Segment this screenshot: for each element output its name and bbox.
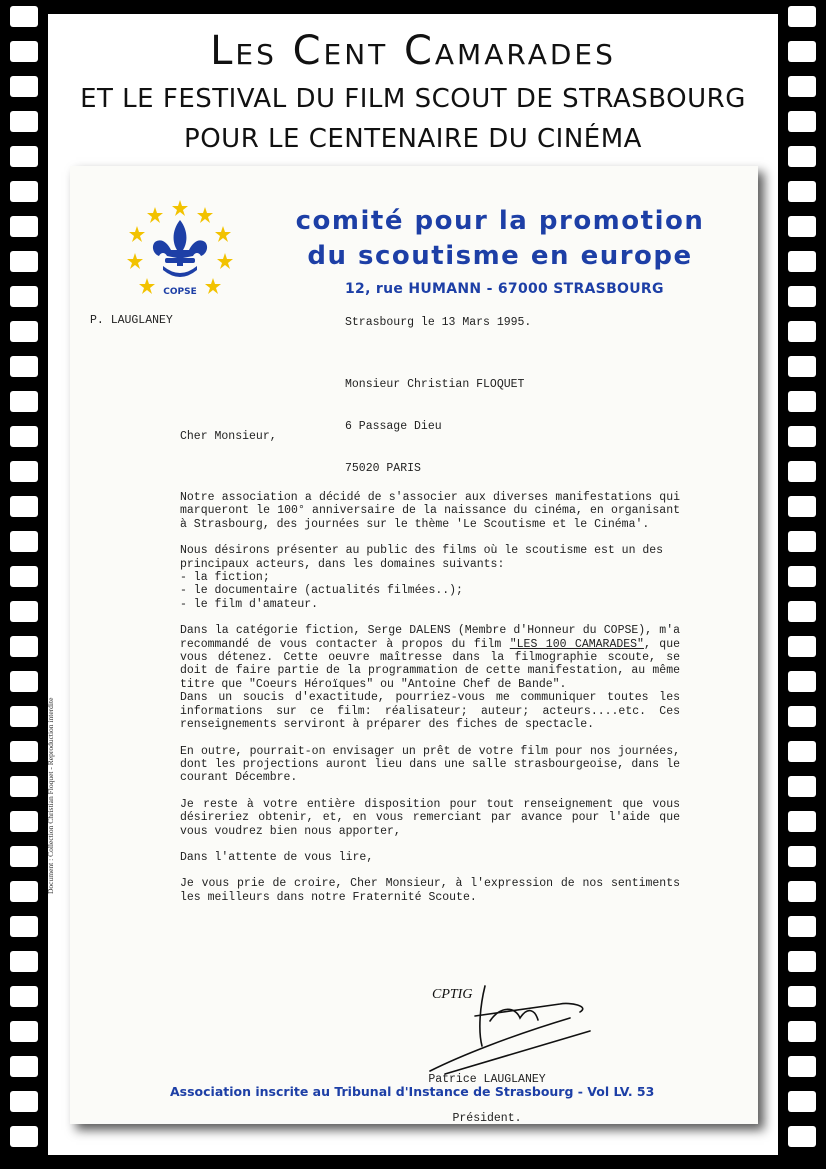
film-perforation [10,986,38,1007]
film-perforation [10,1091,38,1112]
poster-title: Les Cent Camarades [210,28,616,74]
paragraph-7: Dans l'attente de vous lire, [180,850,374,864]
film-perforation [10,496,38,517]
film-perforation [788,391,816,412]
film-perforation [788,881,816,902]
film-perforation [10,356,38,377]
film-perforation [788,181,816,202]
paragraph-3-end: , que vous détenez. Cette oeuvre maîtresse dans la filmographie scoute, se doit de faire partie de la programmation de cette manifestation, au même titre que "Coeurs Héroïques" ou "Antoine Chef de Bande". [180,637,680,691]
sender-name: P. LAUGLANEY [90,314,173,327]
film-perforation [10,286,38,307]
film-perforation [788,6,816,27]
film-perforation [10,41,38,62]
film-perforation [10,216,38,237]
film-perforation [788,146,816,167]
film-perforation [10,426,38,447]
paragraph-4: Dans un soucis d'exactitude, pourriez-vous me communiquer toutes les informations sur ce film: réalisateur; auteur; acteurs....etc. Ces renseignements serviront à préparer des fiches de spectacle. [180,691,680,732]
film-perforation [788,741,816,762]
film-perforation [788,916,816,937]
film-perforation [788,111,816,132]
film-perforation [788,636,816,657]
film-perforation [788,1021,816,1042]
copse-logo-icon [125,196,235,306]
film-perforation [788,76,816,97]
film-perforation [788,846,816,867]
film-perforation [788,531,816,552]
film-perforation [10,671,38,692]
film-perforation [788,776,816,797]
organization-name [250,204,750,274]
recipient-line: 6 Passage Dieu [345,420,442,433]
film-perforation [788,951,816,972]
film-perforation [10,916,38,937]
film-perforation [10,111,38,132]
film-perforation [10,636,38,657]
film-perforation [788,811,816,832]
film-perforation [788,426,816,447]
org-line-2: du scoutisme en europe [307,241,693,271]
film-perforation [788,1091,816,1112]
film-perforation [10,146,38,167]
paragraph-6: Je reste à votre entière disposition pour tout renseignement que vous désireriez obtenir, et, en vous remerciant par avance pour l'aide que vous voudrez bien nous apporter, [180,797,680,838]
signatory-role: Président. [452,1112,522,1125]
film-perforation [10,741,38,762]
film-perforation [10,76,38,97]
list-item: - le film d'amateur. [180,597,319,611]
film-perforation [10,321,38,342]
letter-date: Strasbourg le 13 Mars 1995. [345,316,532,329]
film-perforation [10,706,38,727]
film-perforation [10,6,38,27]
film-perforation [788,1056,816,1077]
film-perforation [10,566,38,587]
film-perforation [788,496,816,517]
film-perforation [10,846,38,867]
salutation: Cher Monsieur, [180,430,277,443]
list-item: - la fiction; [180,571,270,585]
film-perforation [10,251,38,272]
film-perforation [10,951,38,972]
film-perforation [10,1021,38,1042]
registration-footer: Association inscrite au Tribunal d'Instance de Strasbourg - Vol LV. 53 [170,1084,655,1099]
film-perforation [788,321,816,342]
film-strip-left [0,0,48,1169]
film-perforation [788,706,816,727]
paragraph-2 [180,544,680,611]
signatory [417,1047,557,1151]
letter-sheet [70,166,758,1124]
svg-text:CPTIG: CPTIG [432,987,473,1002]
film-perforation [10,1126,38,1147]
recipient-line: 75020 PARIS [345,462,421,475]
film-perforation [788,986,816,1007]
film-perforation [788,461,816,482]
paragraph-3 [180,624,680,691]
film-perforation [788,41,816,62]
paragraph-5: En outre, pourrait-on envisager un prêt de votre film pour nos journées, dont les projections auront lieu dans une salle strasbourgeoise, dans le courant Décembre. [180,744,680,785]
film-perforation [788,216,816,237]
recipient-line: Monsieur Christian FLOQUET [345,378,525,391]
recipient-address [345,350,524,504]
film-title: "LES 100 CAMARADES" [509,637,644,651]
film-perforation [788,601,816,622]
film-perforation [10,461,38,482]
film-perforation [788,1126,816,1147]
film-perforation [10,601,38,622]
org-line-1: comité pour la promotion [295,206,705,236]
film-perforation [10,811,38,832]
film-perforation [10,181,38,202]
list-item: - le documentaire (actualités filmées..); [180,584,463,598]
organization-address: 12, rue HUMANN - 67000 STRASBOURG [345,281,664,297]
film-strip-right [778,0,826,1169]
paragraph-1: Notre association a décidé de s'associer aux diverses manifestations qui marqueront le 100° anniversaire de la naissance du cinéma, en organisant à Strasbourg, des journées sur le thème 'Le Scoutisme et le Cinéma'. [180,491,680,531]
paragraph-3-start: Dans la catégorie fiction, Serge DALENS (Membre d'Honneur du COPSE), m'a recommandé de vous contacter à propos du film [180,624,680,651]
poster [48,14,778,1155]
letter-body [180,491,680,917]
film-perforation [788,356,816,377]
film-perforation [10,1056,38,1077]
film-perforation [788,671,816,692]
film-perforation [788,251,816,272]
film-perforation [10,391,38,412]
paragraph-8: Je vous prie de croire, Cher Monsieur, à l'expression de nos sentiments les meilleurs dans notre Fraternité Scoute. [180,877,680,904]
film-perforation [10,776,38,797]
collection-credit: Document : Collection Christian Floquet - Reproduction interdite [46,697,55,894]
film-perforation [788,566,816,587]
paragraph-2-intro: Nous désirons présenter au public des films où le scoutisme est un des principaux acteurs, dans les domaines suivants: [180,544,664,571]
svg-text:COPSE: COPSE [163,287,197,297]
film-perforation [10,531,38,552]
signatory-name: Patrice LAUGLANEY [428,1073,546,1086]
poster-subtitle-1: ET LE FESTIVAL DU FILM SCOUT DE STRASBOURG [80,84,746,114]
film-perforation [10,881,38,902]
poster-subtitle-2: POUR LE CENTENAIRE DU CINÉMA [184,124,642,154]
film-perforation [788,286,816,307]
